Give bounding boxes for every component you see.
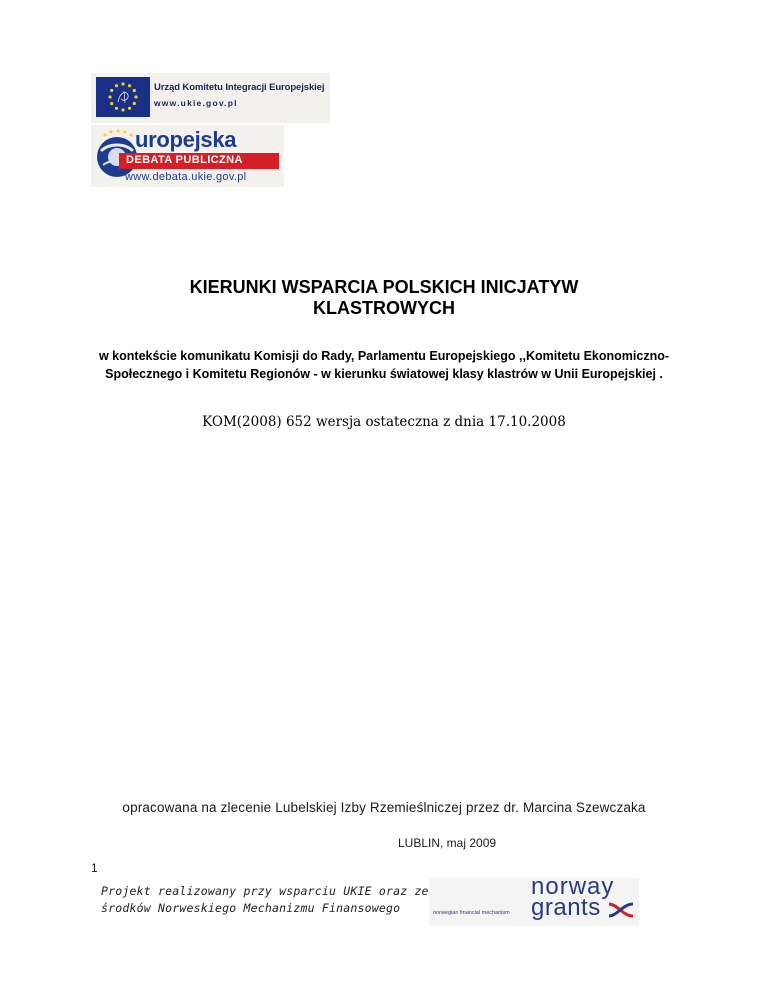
ukie-logo	[91, 73, 330, 123]
norway-grants-logo	[429, 873, 639, 926]
norway-mechanism-text: norwegian financial mechanism	[433, 910, 510, 916]
author-line: opracowana na zlecenie Lubelskiej Izby Rzemieślniczej przez dr. Marcina Szewczaka	[122, 800, 646, 815]
footer-line-1: Projekt realizowany przy wsparciu UKIE oraz ze	[101, 884, 429, 898]
debata-subtitle: DEBATA PUBLICZNA	[126, 154, 243, 166]
document-reference: KOM(2008) 652 wersja ostateczna z dnia 17.10.2008	[202, 414, 566, 430]
page-number: 1	[91, 861, 98, 875]
title-line-2: KLASTROWYCH	[313, 298, 455, 318]
ukie-name: Urząd Komitetu Integracji Europejskiej	[154, 82, 325, 93]
debata-wordmark: uropejska	[135, 127, 237, 152]
norway-cross-icon	[607, 900, 635, 920]
footer-project-text	[101, 883, 429, 917]
eu-flag-icon	[96, 77, 150, 117]
title-line-1: KIERUNKI WSPARCIA POLSKICH INICJATYW	[189, 277, 579, 297]
norway-wordmark: norway	[531, 873, 615, 900]
document-context: w kontekście komunikatu Komisji do Rady, Parlamentu Europejskiego ,,Komitetu Ekonomiczno-Społecznego i Komitetu Regionów - w kierunku światowej klasy klastrów w Unii Europejskiej .	[98, 349, 669, 381]
footer-line-2: środków Norweskiego Mechanizmu Finansowego	[101, 901, 401, 915]
document-title	[0, 277, 768, 319]
debata-url: www.debata.ukie.gov.pl	[125, 171, 247, 183]
grants-wordmark: grants	[531, 894, 601, 921]
debata-logo	[91, 125, 284, 187]
place-date: LUBLIN, maj 2009	[398, 836, 497, 850]
ukie-url: www.ukie.gov.pl	[154, 98, 238, 108]
